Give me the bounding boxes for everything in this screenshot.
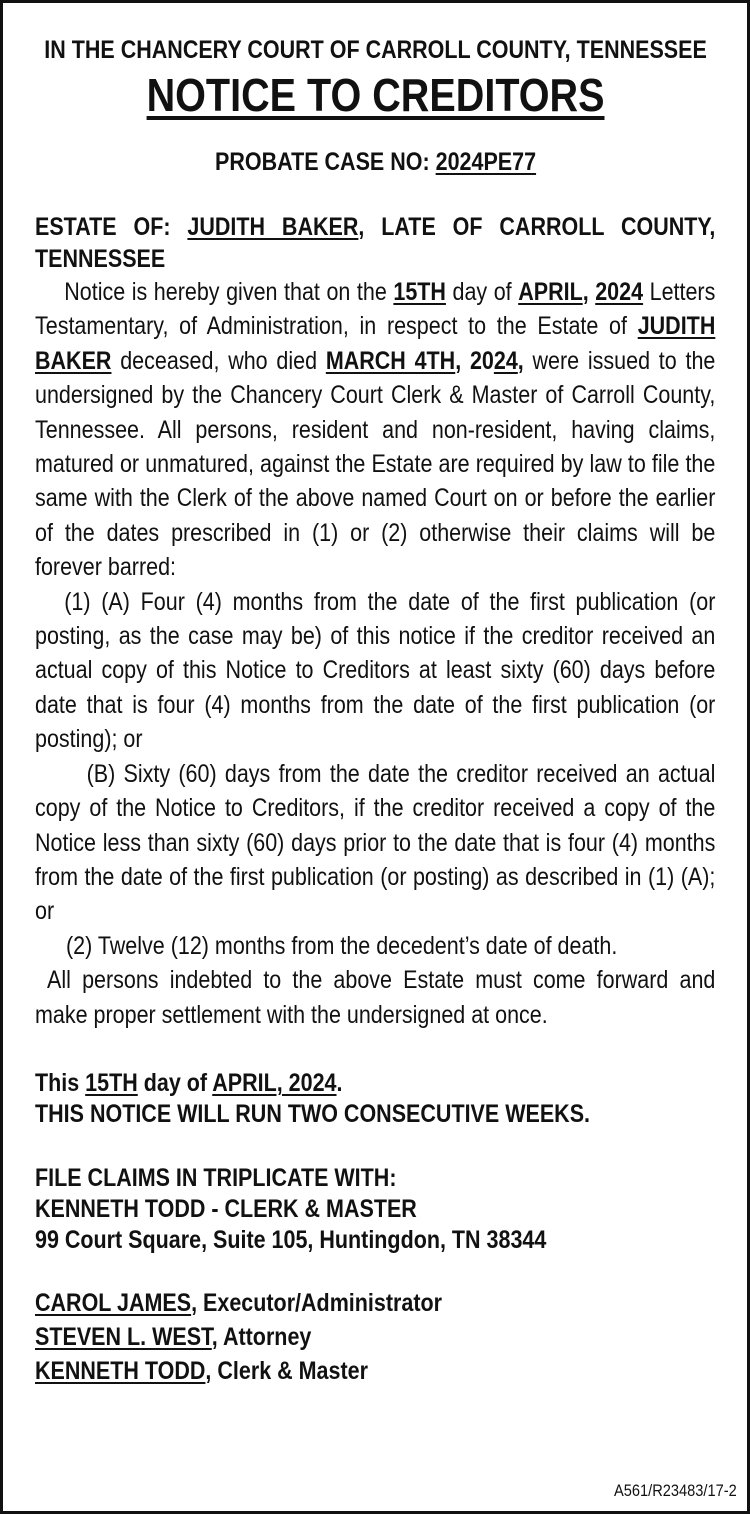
decedent-name: JUDITH BAKER	[187, 213, 359, 241]
clerk-address: 99 Court Square, Suite 105, Huntingdon, TN 38344	[35, 1225, 547, 1254]
reference-code: A561/R23483/17-2	[614, 1481, 737, 1500]
clause-1b: (B) Sixty (60) days from the date the creditor received an actual copy of the Notice to Creditors, if the creditor received a copy of the Notice less than sixty (60) days prior to the date that is four (4) months from the date of the first publication (or posting) as described in (1) (A); or	[35, 759, 716, 926]
clause-2: (2) Twelve (12) months from the decedent’s date of death.	[65, 931, 618, 960]
estate-heading: ESTATE OF: JUDITH BAKER, LATE OF CARROLL COUNTY, TENNESSEE	[35, 213, 716, 273]
signatory-executor: CAROL JAMES, Executor/Administrator	[35, 1288, 442, 1317]
settlement-paragraph: All persons indebted to the above Estate must come forward and make proper settlement with the undersigned at once.	[35, 966, 716, 1029]
run-notice: THIS NOTICE WILL RUN TWO CONSECUTIVE WEEKS.	[35, 1099, 591, 1128]
clause-1a: (1) (A) Four (4) months from the date of the first publication (or posting, as the case may be) of this notice if the creditor received an actual copy of this Notice to Creditors at least sixty (60) days before date that is four (4) months from the date of the first publication (or posting); or	[35, 587, 716, 754]
clerk-name: KENNETH TODD - CLERK & MASTER	[35, 1194, 417, 1223]
court-name: IN THE CHANCERY COURT OF CARROLL COUNTY, TENNESSEE	[44, 36, 708, 64]
signatory-clerk: KENNETH TODD, Clerk & Master	[35, 1356, 368, 1385]
notice-title	[35, 69, 717, 125]
closing-block	[35, 1068, 717, 1130]
case-number: 2024PE77	[436, 148, 537, 176]
file-claims-heading: FILE CLAIMS IN TRIPLICATE WITH:	[35, 1163, 397, 1192]
notice-title-text: NOTICE TO CREDITORS	[147, 69, 605, 121]
dated-line: This 15TH day of APRIL, 2024.	[35, 1068, 343, 1097]
notice-body	[35, 275, 717, 1032]
signatories	[35, 1286, 717, 1388]
file-claims-block	[35, 1163, 717, 1256]
probate-case-number: PROBATE CASE NO: 2024PE77	[215, 148, 537, 176]
signatory-attorney: STEVEN L. WEST, Attorney	[35, 1322, 312, 1351]
notice-paragraph: Notice is hereby given that on the 15TH day of APRIL, 2024 Letters Testamentary, of Administration, in respect to the Estate of JUDITH BAKER deceased, who died MARCH 4TH, 2024, were issued to the undersigned by the Chancery Court Clerk & Master of Carroll County, Tennessee. All persons, resident and non-resident, having claims, matured or unmatured, against the Estate are required by law to file the same with the Clerk of the above named Court on or before the earlier of the dates prescribed in (1) or (2) otherwise their claims will be forever barred:	[35, 278, 716, 582]
